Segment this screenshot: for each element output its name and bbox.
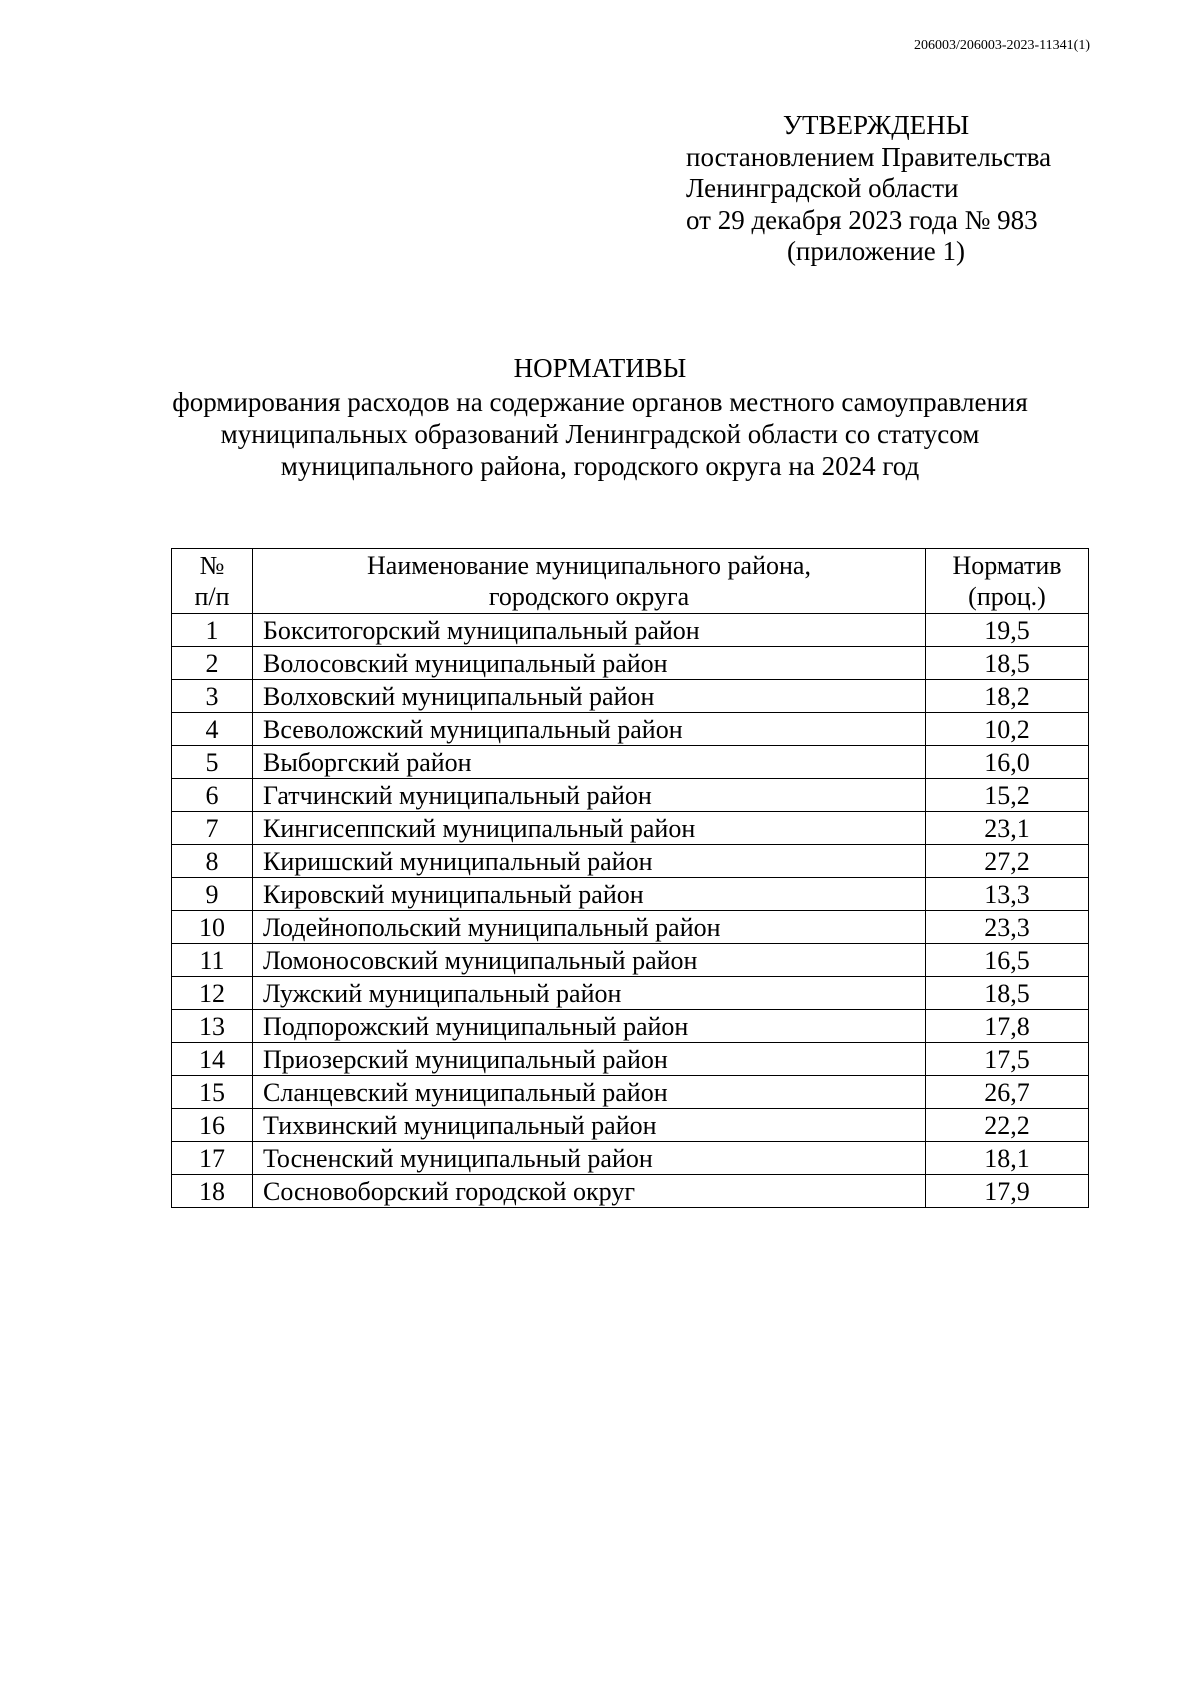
row-number: 13 (172, 1010, 253, 1043)
title-heading: НОРМАТИВЫ (513, 353, 687, 383)
row-value: 17,5 (926, 1043, 1089, 1076)
table-row (172, 944, 1089, 977)
row-number: 11 (172, 944, 253, 977)
row-number: 12 (172, 977, 253, 1010)
header-number (172, 549, 253, 614)
document-id: 206003/206003-2023-11341(1) (913, 38, 1090, 53)
row-number: 7 (172, 812, 253, 845)
row-value: 17,9 (926, 1175, 1089, 1208)
row-number: 15 (172, 1076, 253, 1109)
row-value: 18,1 (926, 1142, 1089, 1175)
header-number-line-2: п/п (194, 582, 230, 611)
row-number: 3 (172, 680, 253, 713)
row-name: Бокситогорский муниципальный район (253, 614, 926, 647)
row-number: 17 (172, 1142, 253, 1175)
table-row (172, 1109, 1089, 1142)
row-value: 23,3 (926, 911, 1089, 944)
row-number: 18 (172, 1175, 253, 1208)
header-name-line-2: городского округа (488, 582, 690, 611)
title-line-1: формирования расходов на содержание органов местного самоуправления (172, 387, 1028, 417)
title-line-3: муниципального района, городского округа на 2024 год (280, 451, 920, 481)
row-value: 15,2 (926, 779, 1089, 812)
row-name: Тихвинский муниципальный район (253, 1109, 926, 1142)
approval-line-3: от 29 декабря 2023 года № 983 (686, 204, 1038, 235)
row-name: Сосновоборский городской округ (253, 1175, 926, 1208)
row-value: 16,5 (926, 944, 1089, 977)
row-name: Волосовский муниципальный район (253, 647, 926, 680)
row-number: 14 (172, 1043, 253, 1076)
header-name (253, 549, 926, 614)
row-name: Сланцевский муниципальный район (253, 1076, 926, 1109)
row-name: Ломоносовский муниципальный район (253, 944, 926, 977)
document-title (120, 352, 1080, 482)
table-row (172, 647, 1089, 680)
row-name: Выборгский район (253, 746, 926, 779)
row-name: Тосненский муниципальный район (253, 1142, 926, 1175)
approval-line-4: (приложение 1) (786, 236, 966, 266)
table-row (172, 812, 1089, 845)
row-value: 26,7 (926, 1076, 1089, 1109)
row-number: 9 (172, 878, 253, 911)
header-value (926, 549, 1089, 614)
row-value: 27,2 (926, 845, 1089, 878)
row-value: 23,1 (926, 812, 1089, 845)
row-number: 16 (172, 1109, 253, 1142)
table-row (172, 845, 1089, 878)
row-name: Волховский муниципальный район (253, 680, 926, 713)
row-value: 17,8 (926, 1010, 1089, 1043)
row-number: 10 (172, 911, 253, 944)
table-row (172, 1076, 1089, 1109)
header-name-line-1: Наименование муниципального района, (367, 551, 811, 580)
approval-line-1: постановлением Правительства (686, 141, 1052, 172)
row-name: Киришский муниципальный район (253, 845, 926, 878)
row-value: 18,2 (926, 680, 1089, 713)
title-line-2: муниципальных образований Ленинградской области со статусом (220, 419, 980, 449)
header-number-line-1: № (199, 551, 225, 580)
table-row (172, 1043, 1089, 1076)
row-name: Приозерский муниципальный район (253, 1043, 926, 1076)
table-row (172, 1142, 1089, 1175)
row-name: Кингисеппский муниципальный район (253, 812, 926, 845)
table-row (172, 779, 1089, 812)
row-number: 6 (172, 779, 253, 812)
table-row (172, 746, 1089, 779)
row-number: 4 (172, 713, 253, 746)
row-value: 22,2 (926, 1109, 1089, 1142)
table-row (172, 713, 1089, 746)
table-row (172, 1010, 1089, 1043)
row-value: 10,2 (926, 713, 1089, 746)
approval-block (686, 110, 1106, 268)
table-row (172, 911, 1089, 944)
header-value-line-2: (проц.) (968, 582, 1046, 611)
row-name: Кировский муниципальный район (253, 878, 926, 911)
row-value: 19,5 (926, 614, 1089, 647)
row-number: 1 (172, 614, 253, 647)
row-name: Лодейнопольский муниципальный район (253, 911, 926, 944)
row-name: Всеволожский муниципальный район (253, 713, 926, 746)
table-header-row (172, 549, 1089, 614)
table-row (172, 680, 1089, 713)
row-name: Гатчинский муниципальный район (253, 779, 926, 812)
row-name: Подпорожский муниципальный район (253, 1010, 926, 1043)
row-number: 8 (172, 845, 253, 878)
row-value: 18,5 (926, 977, 1089, 1010)
norms-table (171, 548, 1089, 1208)
table-row (172, 878, 1089, 911)
row-value: 18,5 (926, 647, 1089, 680)
row-value: 13,3 (926, 878, 1089, 911)
table-row (172, 614, 1089, 647)
approval-line-2: Ленинградской области (686, 173, 959, 203)
table-row (172, 1175, 1089, 1208)
row-number: 5 (172, 746, 253, 779)
table-row (172, 977, 1089, 1010)
row-value: 16,0 (926, 746, 1089, 779)
header-value-line-1: Норматив (952, 551, 1062, 580)
approval-heading: УТВЕРЖДЕНЫ (782, 110, 970, 140)
row-name: Лужский муниципальный район (253, 977, 926, 1010)
row-number: 2 (172, 647, 253, 680)
